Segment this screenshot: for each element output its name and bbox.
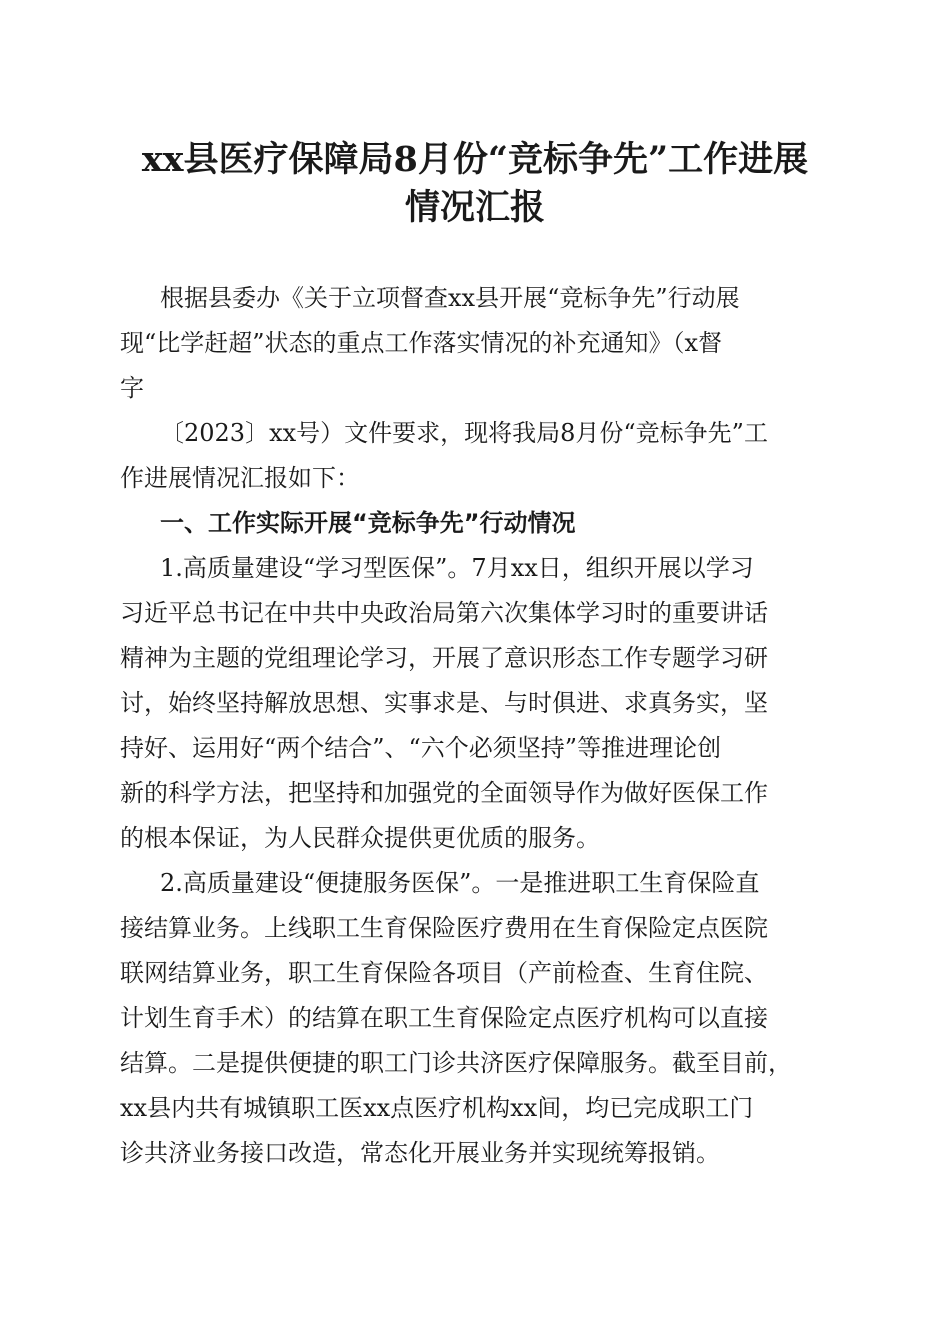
text-line: 新的科学方法，把坚持和加强党的全面领导作为做好医保工作 <box>120 779 768 807</box>
title-line: xx县医疗保障局8月份“竞标争先”工作进展 <box>141 139 809 180</box>
text-line: 联网结算业务，职工生育保险各项目（产前检查、生育住院、 <box>120 959 768 987</box>
document-title <box>100 136 850 232</box>
text-line: 1.高质量建设“学习型医保”。7月xx日，组织开展以学习 <box>160 554 754 582</box>
text-line: 计划生育手术）的结算在职工生育保险定点医疗机构可以直接 <box>120 1004 768 1032</box>
text-line: 现“比学赶超”状态的重点工作落实情况的补充通知》（x督 <box>120 329 723 357</box>
text-line: xx县内共有城镇职工医xx点医疗机构xx间，均已完成职工门 <box>120 1094 754 1122</box>
document-body <box>120 276 832 1176</box>
text-line: 诊共济业务接口改造，常态化开展业务并实现统筹报销。 <box>120 1139 720 1167</box>
paragraph-item-1 <box>120 546 832 861</box>
text-line: 2.高质量建设“便捷服务医保”。一是推进职工生育保险直 <box>160 869 760 897</box>
paragraph-item-2 <box>120 861 832 1176</box>
text-line: 接结算业务。上线职工生育保险医疗费用在生育保险定点医院 <box>120 914 768 942</box>
paragraph-intro <box>120 276 832 411</box>
text-line: 持好、运用好“两个结合”、“六个必须坚持”等推进理论创 <box>120 734 722 762</box>
text-line: 的根本保证，为人民群众提供更优质的服务。 <box>120 824 600 852</box>
text-line: 作进展情况汇报如下： <box>120 464 360 492</box>
text-line: 讨，始终坚持解放思想、实事求是、与时俱进、求真务实，坚 <box>120 689 768 717</box>
text-line: 习近平总书记在中共中央政治局第六次集体学习时的重要讲话 <box>120 599 768 627</box>
text-line: 结算。二是提供便捷的职工门诊共济医疗保障服务。截至目前， <box>120 1049 792 1077</box>
section-heading-1 <box>120 501 832 546</box>
section-heading: 一、工作实际开展“竞标争先”行动情况 <box>160 509 576 537</box>
paragraph-intro-continued <box>120 411 832 501</box>
text-line: 字 <box>120 374 144 402</box>
title-line: 情况汇报 <box>404 187 545 228</box>
text-line: 精神为主题的党组理论学习，开展了意识形态工作专题学习研 <box>120 644 768 672</box>
text-line: 〔2023〕xx号）文件要求，现将我局8月份“竞标争先”工 <box>160 419 768 447</box>
text-line: 根据县委办《关于立项督查xx县开展“竞标争先”行动展 <box>160 284 740 312</box>
